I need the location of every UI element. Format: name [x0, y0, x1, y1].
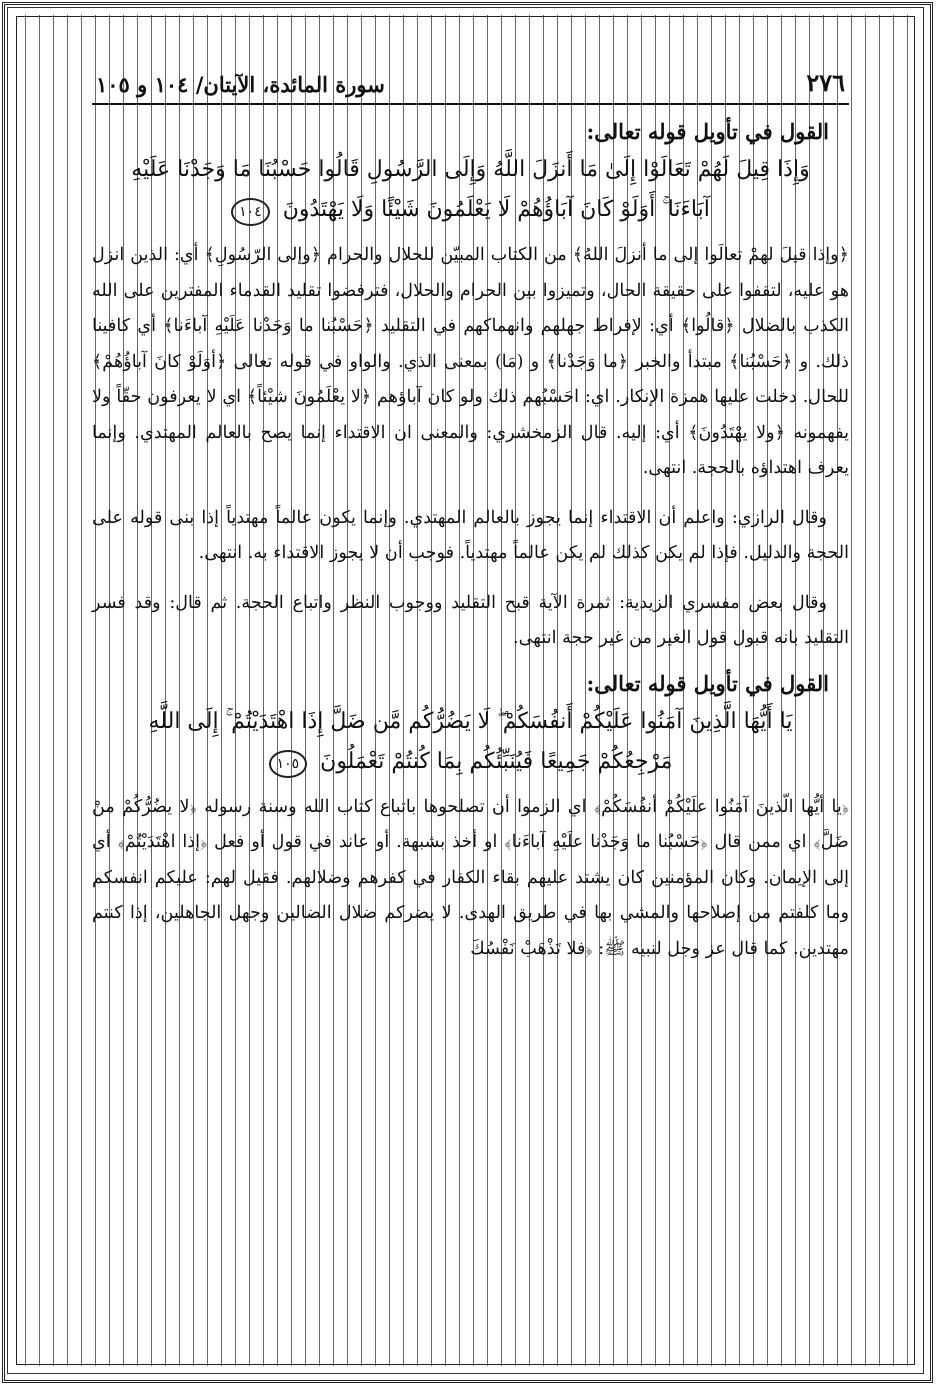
ayah-number-marker: ١٠٤: [231, 198, 270, 226]
commentary-paragraph: وقال بعض مفسري الزيدية: ثمرة الآية قبح التقليد ووجوب النظر واتباع الحجة. ثم قال: وقد فسر التقليد بانه قبول قول الغير من غير حجة انتهى.: [92, 592, 849, 648]
section-heading: القول في تأويل قوله تعالى:: [586, 119, 829, 144]
quran-verse-block: [112, 150, 829, 230]
page-number: ٢٧٦: [806, 68, 845, 97]
commentary-paragraph: ﴿يا أيُّها الّذينَ آمَنُوا علَيْكُمْ أنفُسَكُمْ﴾ اي الزموا أن تصلحوها باتباع كتاب الله وسنة رسوله ﴿لا يضُرُّكُمْ منْ ضَلَّ﴾ اي ممن قال ﴿حَسْبُنا ما وَجَدْنا علَيْهِ آباءَنا﴾ او أخذ بشبهة. أو عاند في قول أو فعل ﴿إذا اهْتَدَيْتُمْ﴾ أي إلى الإيمان. وكان المؤمنين كان يشتد عليهم بقاء الكفار في كفرهم وضلالهم. فقيل لهم: عليكم انفسكم وما كلفتم من إصلاحها والمشي بها في طريق الهدى. لا يضركم ضلال الضالين وجهل الجاهلين، إذا كنتم مهتدين. كما قال عز وجل لنبيه ﷺ: ﴿فلا تَذْهَبْ نَفْسُكَ: [92, 796, 849, 959]
verse-line: يَا أَيُّهَا الَّذِينَ آمَنُوا عَلَيْكُمْ أَنفُسَكُمْ ۖ لَا يَضُرُّكُم مَّن ضَلَّ إِذَا اهْتَدَيْتُمْ ۚ إِلَى اللَّهِ: [148, 708, 793, 734]
ayah-number-marker: ١٠٥: [269, 750, 308, 778]
verse-line: [112, 190, 829, 230]
commentary-paragraph: وقال الرازي: واعلم أن الاقتداء إنما يجوز بالعالم المهتدي. وإنما يكون عالماً مهتدياً إذا بنى قوله على الحجة والدليل. فإذا لم يكن كذلك لم يكن عالماً مهتدياً. فوجب أن لا يجوز الاقتداء به. انتهى.: [92, 507, 849, 563]
section-verse-104: [92, 119, 849, 657]
section-heading: القول في تأويل قوله تعالى:: [586, 670, 829, 696]
verse-line: وَإِذَا قِيلَ لَهُمْ تَعَالَوْا إِلَىٰ مَا أَنزَلَ اللَّهُ وَإِلَى الرَّسُولِ قَالُوا حَسْبُنَا مَا وَجَدْنَا عَلَيْهِ: [131, 157, 810, 182]
commentary-paragraph: ﴿وإذا قيلَ لهمْ تعالَوا إلى ما أنزلَ اللهُ﴾ من الكتاب المبيّن للحلال والحرام ﴿وإلى الرّسُولِ﴾ أي: الذين انزل هو عليه، لتقفوا على حقيقة الحال، وتميزوا بين الحرام والحلال، فترفضوا تقليد القدماء المفترين على الله الكذب بالضلال ﴿قالُوا﴾ أي: لإفراط جهلهم وانهماكهم في التقليد ﴿حَسْبُنا ما وَجَدْنا عَلَيْهِ آباءَنا﴾ أي كافينا ذلك. و ﴿حَسْبُنا﴾ مبتدأ والخبر ﴿ما وَجَدْنا﴾ و (مَا) بمعنى الذي. والواو في قوله تعالى ﴿أوَلَوْ كانَ آباؤُهُمْ﴾ للحال. دخلت عليها همزة الإنكار. اي: احَسْبُهم ذلك ولو كان آباؤهم ﴿لا يعْلَمُونَ شيْئاً﴾ اي لا يعرفون حقّاً ولا يفهمونه ﴿ولا يهْتَدُونَ﴾ أي: إليه. قال الزمخشري: والمعنى ان الاقتداء إنما يصح بالعالم المهتدي. وإنما يعرف اهتداؤه بالحجة. انتهى.: [92, 245, 849, 478]
verse-line: [112, 742, 829, 782]
running-title: سورة المائدة، الآيتان/ ١٠٤ و ١٠٥: [96, 72, 385, 97]
page-content: [92, 68, 849, 981]
section-verse-105: [92, 671, 849, 968]
verse-line-text: آبَاءَنَا ۚ أَوَلَوْ كَانَ آبَاؤُهُمْ لَا يَعْلَمُونَ شَيْئًا وَلَا يَهْتَدُونَ: [282, 197, 710, 222]
verse-line-text: مَرْجِعُكُمْ جَمِيعًا فَيُنَبِّئُكُم بِمَا كُنتُمْ تَعْمَلُونَ: [320, 748, 673, 774]
running-header: [92, 68, 849, 105]
quran-verse-block: [112, 702, 829, 782]
